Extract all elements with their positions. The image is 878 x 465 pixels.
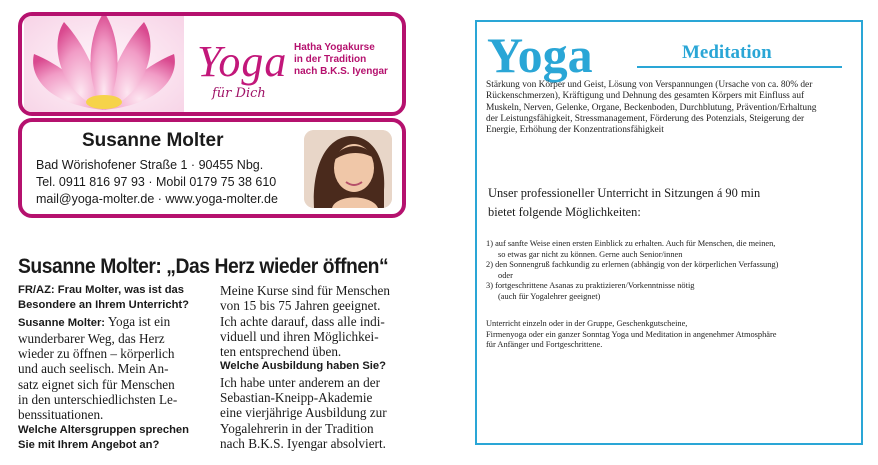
question: FR/AZ: Frau Molter, was ist das — [18, 284, 184, 296]
ad-contact-panel — [18, 118, 406, 218]
yoga-meditation-flyer — [475, 20, 863, 445]
question: Welche Ausbildung haben Sie? — [220, 360, 386, 373]
tradition-line: Hatha Yogakurse — [294, 42, 375, 53]
answer-line: von 15 bis 75 Jahren geeignet. — [220, 298, 381, 314]
answer-line: ten entsprechend üben. — [220, 344, 342, 360]
answer-line: Ich achte darauf, dass alle indi- — [220, 313, 385, 329]
question: Besondere an Ihrem Unterricht? — [18, 299, 189, 312]
answer-line: wunderbarer Weg, das Herz — [18, 330, 165, 346]
flyer-intro — [486, 80, 852, 136]
option-line: (auch für Yogalehrer geeignet) — [498, 291, 601, 301]
article-column-right — [220, 283, 410, 451]
intro-line: Muskeln, Nerven, Gelenke, Organe, Beckenboden, Durchblutung, Prävention/Erhaltung — [486, 102, 817, 113]
answer-line: eine vierjährige Ausbildung zur — [220, 405, 387, 421]
option-line: 1) auf sanfte Weise einen ersten Einblick zu erhalten. Auch für Menschen, die meinen, — [486, 239, 776, 248]
answer-line: satz eignet sich für Menschen — [18, 376, 175, 392]
question: Welche Altersgruppen sprechen — [18, 423, 189, 436]
answer-line: viduell und ihren Möglichkei- — [220, 328, 379, 344]
flyer-options-list — [486, 239, 856, 302]
tradition-text — [294, 42, 406, 78]
flyer-subtitle: Meditation — [682, 42, 772, 63]
outro-line: Unterricht einzeln oder in der Gruppe, Geschenkgutscheine, — [486, 319, 688, 328]
answer-line: Yogalehrerin in der Tradition — [220, 420, 374, 436]
answer-speaker: Susanne Molter: — [18, 316, 106, 329]
question: Sie mit Ihrem Angebot an? — [18, 438, 160, 451]
article-column-left — [18, 283, 210, 453]
tradition-line: in der Tradition — [294, 54, 367, 65]
option-line: 3) fortgeschrittene Asanas zu praktizieren/Vorkenntnisse nötig — [486, 281, 695, 290]
intro-line: Energie, Erhöhung der Konzentrationsfähigkeit — [486, 125, 664, 136]
flyer-offer — [488, 184, 760, 222]
flyer-title: Yoga — [487, 27, 593, 83]
portrait-photo — [304, 130, 392, 208]
tradition-line: nach B.K.S. Iyengar — [294, 66, 388, 77]
option-line: 2) den Sonnengruß fachkundig zu erlernen (abhängig von der körperlichen Verfassung) — [486, 260, 779, 269]
answer-line: und auch seelisch. Mein An- — [18, 361, 169, 377]
logo-subtitle: für Dich — [212, 86, 266, 101]
answer-line: nach B.K.S. Iyengar absolviert. — [220, 435, 386, 451]
contact-phone: Tel. 0911 816 97 93 · Mobil 0179 75 38 610 — [36, 175, 277, 189]
intro-line: Rückenschmerzen), Kräftigung und Dehnung des gesamten Körpers mit Einfluss auf — [486, 91, 805, 102]
answer-line: Meine Kurse sind für Menschen — [220, 283, 390, 298]
option-line: oder — [498, 270, 513, 280]
article-headline: Susanne Molter: „Das Herz wieder öffnen“ — [18, 255, 389, 278]
offer-line: bietet folgende Möglichkeiten: — [488, 205, 641, 219]
answer-text: Yoga ist ein — [105, 313, 171, 329]
intro-line: Stärkung von Körper und Geist, Lösung von Verspannungen (Ursache von ca. 80% der — [486, 80, 813, 90]
outro-line: Firmenyoga oder ein ganzer Sonntag Yoga und Meditation in angenehmer Atmosphäre — [486, 329, 777, 339]
flyer-outro — [486, 319, 856, 351]
title-underline — [637, 66, 842, 68]
logo-word: Yoga — [197, 37, 288, 86]
ad-logo-panel — [18, 12, 406, 116]
answer-line: in den unterschiedlichsten Le- — [18, 392, 178, 408]
contact-name: Susanne Molter — [82, 130, 224, 151]
offer-line: Unser professioneller Unterricht in Sitzungen á 90 min — [488, 186, 761, 200]
lotus-flower-image — [24, 14, 184, 116]
contact-address: Bad Wörishofener Straße 1 · 90455 Nbg. — [36, 158, 264, 172]
answer-line: benssituationen. — [18, 407, 104, 423]
contact-web[interactable]: mail@yoga-molter.de · www.yoga-molter.de — [36, 192, 278, 206]
intro-line: der Leistungsfähigkeit, Stressmanagement, Förderung des Potenzials, Steigerung der — [486, 113, 805, 124]
answer-line: wieder zu öffnen – körperlich — [18, 346, 175, 362]
answer-line: Ich habe unter anderem an der — [220, 374, 380, 390]
outro-line: für Anfänger und Fortgeschrittene. — [486, 340, 603, 349]
answer-line: Sebastian-Kneipp-Akademie — [220, 390, 373, 406]
answer-line — [18, 314, 210, 331]
option-line: so etwas gar nicht zu können. Gerne auch Senior/innen — [498, 249, 683, 259]
